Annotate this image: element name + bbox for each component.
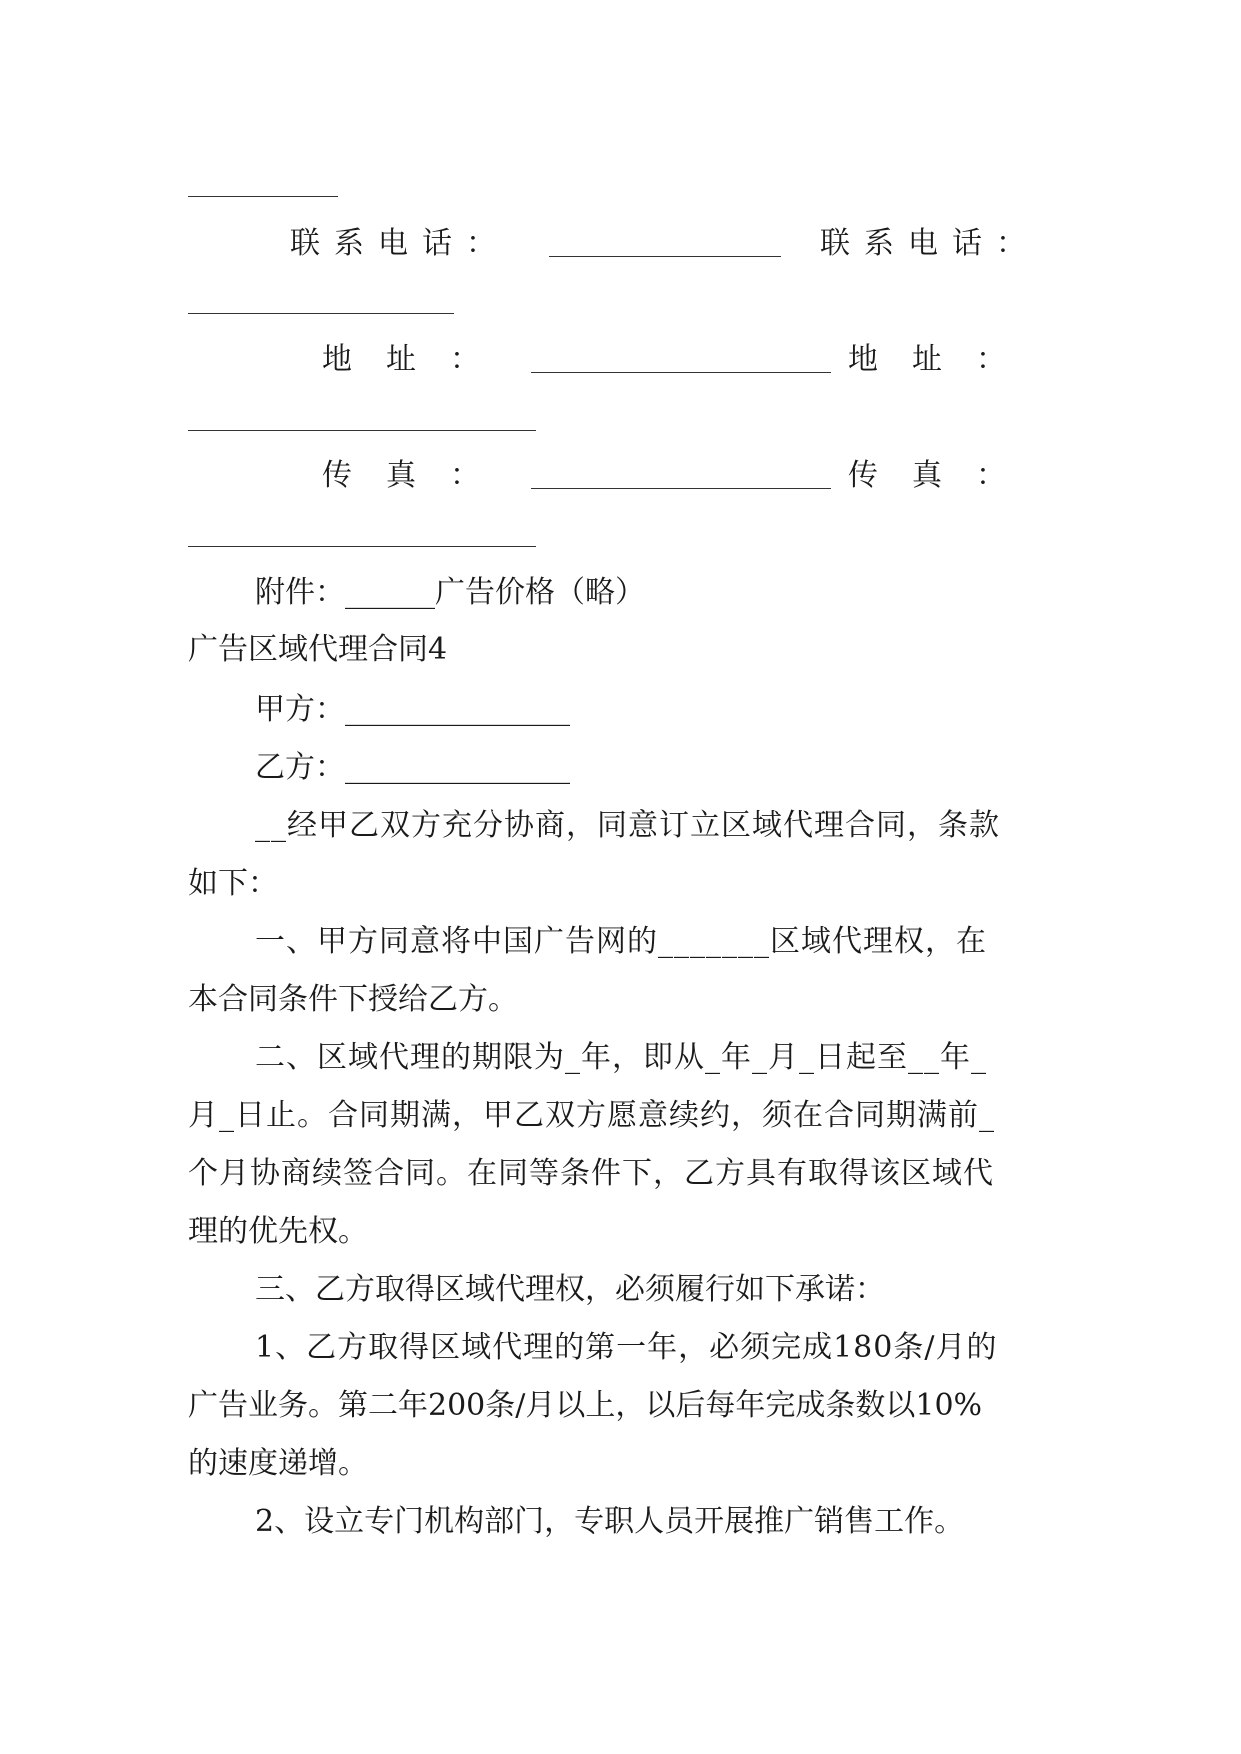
clause-2-line-1: 二、区域代理的期限为_年，即从_年_月_日起至__年_: [255, 1040, 987, 1075]
clause-2-line-4: 理的优先权。: [188, 1214, 368, 1249]
clause-2-line-3: 个月协商续签合同。在同等条件下，乙方具有取得该区域代: [188, 1156, 994, 1191]
clause-3-1-line-2: 广告业务。第二年200条/月以上，以后每年完成条数以10%: [188, 1388, 983, 1423]
clause-3: 三、乙方取得区域代理权，必须履行如下承诺：: [255, 1272, 885, 1307]
fax-label-left: 传真：: [322, 458, 514, 493]
phone-label-right: 联系电话：: [820, 226, 1040, 261]
address-label-left: 地址：: [322, 342, 514, 377]
fax-blank-left: [531, 464, 831, 489]
phone-row: [290, 224, 1040, 264]
phone-blank-right: [188, 313, 454, 314]
clause-2-line-2: 月_日止。合同期满，甲乙双方愿意续约，须在合同期满前_: [188, 1098, 995, 1133]
attachment-line: [255, 573, 1068, 613]
attachment-suffix: 广告价格（略）: [435, 575, 645, 610]
address-row: [322, 340, 1040, 380]
intro-line-2: 如下：: [188, 866, 278, 901]
party-b: 乙方：_______________: [255, 750, 570, 785]
fax-row: [322, 456, 1040, 496]
clause-3-2: 2、设立专门机构部门，专职人员开展推广销售工作。: [255, 1504, 965, 1539]
clause-1-line-2: 本合同条件下授给乙方。: [188, 982, 518, 1017]
contract-title: 广告区域代理合同4: [188, 632, 448, 667]
fax-label-right: 传真：: [848, 458, 1040, 493]
blank-line: [188, 196, 338, 197]
party-a: 甲方：_______________: [255, 692, 570, 727]
fax-blank-right: [188, 546, 536, 547]
clause-1-line-1: 一、甲方同意将中国广告网的_______区域代理权，在: [255, 924, 987, 959]
phone-label-left: 联系电话：: [290, 226, 510, 261]
address-blank-left: [531, 348, 831, 373]
clause-3-1-line-3: 的速度递增。: [188, 1446, 368, 1481]
address-blank-right: [188, 430, 536, 431]
address-label-right: 地址：: [848, 342, 1040, 377]
clause-3-1-line-1: 1、乙方取得区域代理的第一年，必须完成180条/月的: [255, 1330, 998, 1365]
attachment-blank: ______: [345, 575, 435, 610]
attachment-prefix: 附件：: [255, 575, 345, 610]
intro-line-1: __经甲乙双方充分协商，同意订立区域代理合同，条款: [255, 808, 1000, 843]
phone-blank-left: [549, 232, 781, 257]
